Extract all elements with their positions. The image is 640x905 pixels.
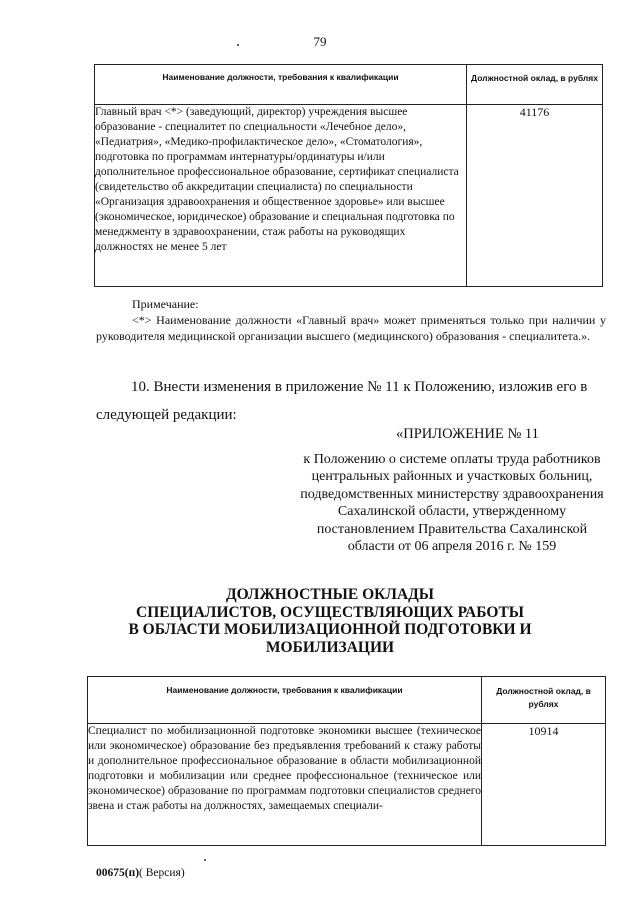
- footnote: [96, 296, 606, 344]
- scan-speck: [237, 44, 239, 46]
- column-header-salary: Должностной оклад, в рублях: [467, 65, 603, 105]
- column-header-position: Наименование должности, требования к квалификации: [88, 677, 482, 724]
- page-number: 79: [313, 34, 327, 49]
- table-row: [95, 105, 603, 287]
- footnote-label: Примечание:: [132, 297, 199, 311]
- footnote-text: <*> Наименование должности «Главный врач» может применяться только при наличии у руководителя медицинской организации высшего (медицинского) образования - специалитета.».: [96, 313, 606, 343]
- column-header-salary: Должностной оклад, в рублях: [482, 677, 606, 724]
- document-code: [96, 867, 185, 879]
- title-line-1: ДОЛЖНОСТНЫЕ ОКЛАДЫ: [225, 586, 435, 603]
- column-header-position: Наименование должности, требования к квалификации: [95, 65, 467, 105]
- position-description: Специалист по мобилизационной подготовке экономики высшее (техническое или экономическое) образование без предъявления требований к стажу работы и дополнительное профессиональное образование в области мобилизационной подготовки и мобилизации или среднее профессиональное (техническое или экономическое) образование по программам подготовки специалистов среднего звена и стаж работы на должностях, замещаемых специали-: [88, 724, 482, 846]
- title-line-4: МОБИЛИЗАЦИИ: [265, 638, 395, 656]
- table-header-row: [88, 677, 606, 724]
- salary-table-chief-doctor: [94, 64, 603, 287]
- table-header-row: [95, 65, 603, 105]
- paragraph-line-2: следующей редакции:: [96, 407, 237, 423]
- salary-value: 10914: [482, 724, 606, 846]
- title-line-2: СПЕЦИАЛИСТОВ, ОСУЩЕСТВЛЯЮЩИХ РАБОТЫ: [136, 603, 524, 621]
- document-code-version: ( Версия): [139, 867, 185, 879]
- salary-value: 41176: [467, 105, 603, 287]
- paragraph-line-1: 10. Внести изменения в приложение № 11 к Положению, изложив его в: [131, 379, 588, 395]
- position-description: Главный врач <*> (заведующий, директор) учреждения высшее образование - специалитет по специальности «Лечебное дело», «Педиатрия», «Медико-профилактическое дело», «Стоматология», подготовка по программам интернатуры/ординатуры и/или дополнительное профессиональное образование, сертификат специалиста (свидетельство об аккредитации специалиста) по специальности «Организация здравоохранения и общественное здоровье» или высшее (экономическое, юридическое) образование и специальная подготовка по менеджменту в здравоохранении, стаж работы на руководящих должностях не менее 5 лет: [95, 105, 467, 287]
- table-row: [88, 724, 606, 846]
- salary-table-mobilization: [87, 676, 606, 846]
- appendix-title: «ПРИЛОЖЕНИЕ № 11: [396, 426, 539, 442]
- document-title: [110, 586, 550, 656]
- appendix-heading: [296, 426, 608, 556]
- appendix-reference: к Положению о системе оплаты труда работников центральных районных и участковых больниц, подведомственных министерству здравоохранения Сахалинской области, утвержденному постановлением Правительства Сахалинской области от 06 апреля 2016 г. № 159: [300, 451, 604, 554]
- title-line-3: В ОБЛАСТИ МОБИЛИЗАЦИОННОЙ ПОДГОТОВКИ И: [128, 621, 532, 638]
- scan-speck: [204, 859, 206, 861]
- paragraph-item-10: [96, 373, 610, 429]
- document-code-number: 00675(п): [96, 867, 140, 879]
